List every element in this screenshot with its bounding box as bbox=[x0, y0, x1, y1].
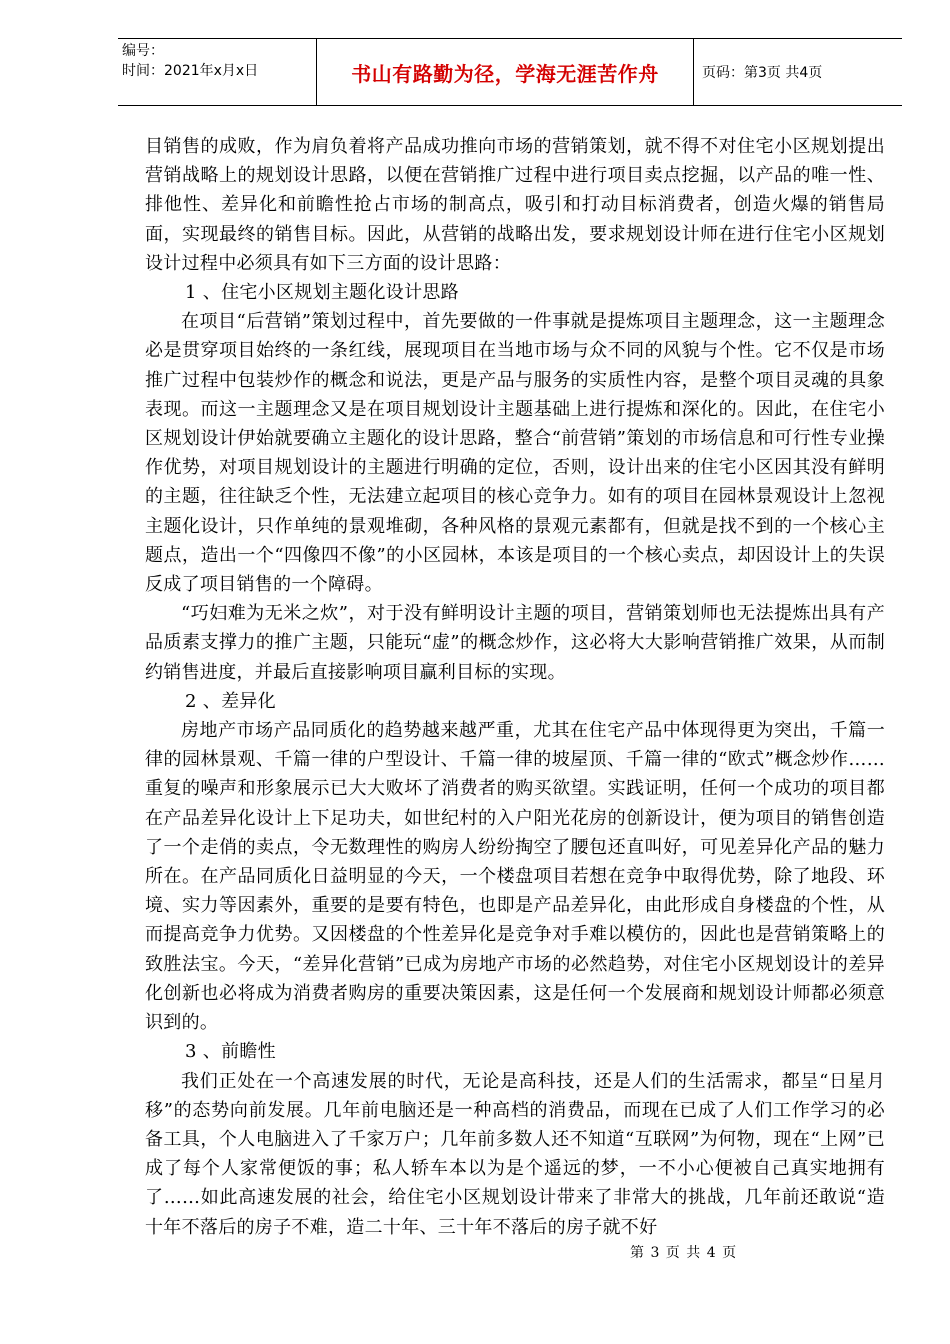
page-footer: 第 3 页 共 4 页 bbox=[630, 1245, 738, 1261]
section-heading-differentiation: 2 、差异化 bbox=[185, 690, 276, 712]
body-paragraph: 目销售的成败，作为肩负着将产品成功推向市场的营销策划，就不得不对住宅小区规划提出营销战略上的规划设计思路，以便在营销推广过程中进行项目卖点挖掘，以产品的唯一性、排他性、差异化和前瞻性抢占市场的制高点，吸引和打动目标消费者，创造火爆的销售局面，实现最终的销售目标。因此，从营销的战略出发，要求规划设计师在进行住宅小区规划设计过程中必须具有如下三方面的设计思路： bbox=[145, 136, 885, 274]
page-header bbox=[118, 38, 902, 106]
body-paragraph: 在项目“后营销”策划过程中，首先要做的一件事就是提炼项目主题理念，这一主题理念必是贯穿项目始终的一条红线，展现项目在当地市场与众不同的风貌与个性。它不仅是市场推广过程中包装炒作的概念和说法，更是产品与服务的实质性内容，是整个项目灵魂的具象表现。而这一主题理念又是在项目规划设计主题基础上进行提炼和深化的。因此，在住宅小区规划设计伊始就要确立主题化的设计思路，整合“前营销”策划的市场信息和可行性专业操作优势，对项目规划设计的主题进行明确的定位，否则，设计出来的住宅小区因其没有鲜明的主题，往往缺乏个性，无法建立起项目的核心竞争力。如有的项目在园林景观设计上忽视主题化设计，只作单纯的景观堆砌，各种风格的景观元素都有，但就是找不到的一个核心主题点，造出一个“四像四不像”的小区园林，本该是项目的一个核心卖点，却因设计上的失误反成了项目销售的一个障碍。 bbox=[145, 311, 885, 596]
section-heading-theme: 1 、住宅小区规划主题化设计思路 bbox=[185, 282, 459, 304]
header-meta bbox=[122, 41, 312, 81]
section-heading-foresight: 3 、前瞻性 bbox=[185, 1041, 276, 1063]
body-paragraph: “巧妇难为无米之炊”，对于没有鲜明设计主题的项目，营销策划师也无法提炼出具有产品质素支撑力的推广主题，只能玩“虚”的概念炒作，这必将大大影响营销推广效果，从而制约销售进度，并最后直接影响项目赢利目标的实现。 bbox=[145, 603, 885, 683]
body-paragraph: 我们正处在一个高速发展的时代，无论是高科技，还是人们的生活需求，都呈“日星月移”的态势向前发展。几年前电脑还是一种高档的消费品，而现在已成了人们工作学习的必备工具，个人电脑进入了千家万户；几年前多数人还不知道“互联网”为何物，现在“上网”已成了每个人家常便饭的事；私人轿车本以为是个遥远的梦，一不小心便被自己真实地拥有了……如此高速发展的社会，给住宅小区规划设计带来了非常大的挑战，几年前还敢说“造十年不落后的房子不难，造二十年、三十年不落后的房子就不好 bbox=[145, 1070, 885, 1238]
document-number-label: 编号： bbox=[122, 43, 164, 59]
body-paragraph: 房地产市场产品同质化的趋势越来越严重，尤其在住宅产品中体现得更为突出，千篇一律的园林景观、千篇一律的户型设计、千篇一律的坡屋顶、千篇一律的“欧式”概念炒作……重复的噪声和形象展示已大大败坏了消费者的购买欲望。实践证明，任何一个成功的项目都在产品差异化设计上下足功夫，如世纪村的入户阳光花房的创新设计，便为项目的销售创造了一个走俏的卖点，令无数理性的购房人纷纷掏空了腰包还直叫好，可见差异化产品的魅力所在。在产品同质化日益明显的今天，一个楼盘项目若想在竞争中取得优势，除了地段、环境、实力等因素外，重要的是要有特色，也即是产品差异化，由此形成自身楼盘的个性，从而提高竞争力优势。又因楼盘的个性差异化是竞争对手难以模仿的，因此也是营销策略上的致胜法宝。今天，“差异化营销”已成为房地产市场的必然趋势，对住宅小区规划设计的差异化创新也必将成为消费者购房的重要决策因素，这是任何一个发展商和规划设计师都必须意识到的。 bbox=[145, 720, 885, 1034]
header-motto: 书山有路勤为径，学海无涯苦作舟 bbox=[316, 39, 694, 105]
document-time-label: 时间：2021年x月x日 bbox=[122, 63, 259, 79]
header-page-number: 页码：第3页 共4页 bbox=[702, 65, 823, 81]
document-body bbox=[145, 132, 885, 1242]
